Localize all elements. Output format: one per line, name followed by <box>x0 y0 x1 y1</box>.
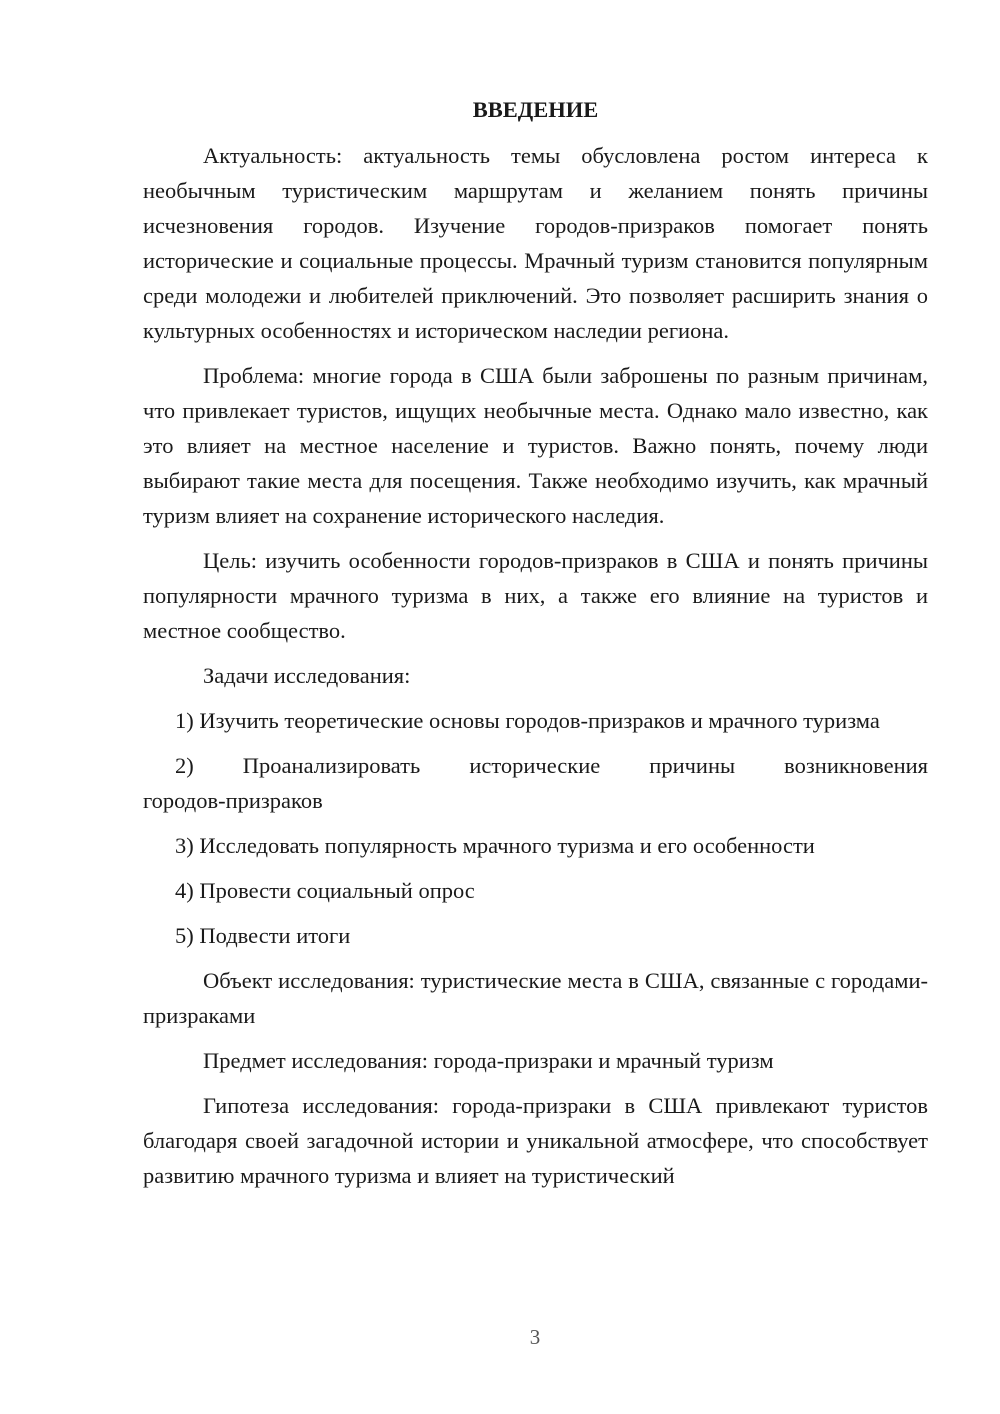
document-page <box>143 92 928 1203</box>
subject-paragraph: Предмет исследования: города-призраки и мрачный туризм <box>203 1048 774 1073</box>
section-heading: ВВЕДЕНИЕ <box>472 97 599 122</box>
task-item-3: 3) Исследовать популярность мрачного туризма и его особенности <box>175 833 815 858</box>
page-number: 3 <box>529 1325 541 1349</box>
task-item-1: 1) Изучить теоретические основы городов-призраков и мрачного туризма <box>175 708 880 733</box>
task-item-4: 4) Провести социальный опрос <box>175 878 475 903</box>
relevance-paragraph: Актуальность: актуальность темы обусловлена ростом интереса к необычным туристическим маршрутам и желанием понять причины исчезновения городов. Изучение городов-призраков помогает понять исторические и социальные процессы. Мрачный туризм становится популярным среди молодежи и любителей приключений. Это позволяет расширить знания о культурных особенностях и историческом наследии региона. <box>143 143 928 343</box>
tasks-intro: Задачи исследования: <box>203 663 411 688</box>
task-item-2: 2) Проанализировать исторические причины возникновения городов-призраков <box>143 753 928 813</box>
object-paragraph: Объект исследования: туристические места в США, связанные с городами-призраками <box>143 968 928 1028</box>
goal-paragraph: Цель: изучить особенности городов-призраков в США и понять причины популярности мрачного туризма в них, а также его влияние на туристов и местное сообщество. <box>143 548 928 643</box>
hypothesis-paragraph: Гипотеза исследования: города-призраки в США привлекают туристов благодаря своей загадочной истории и уникальной атмосфере, что способствует развитию мрачного туризма и влияет на туристический <box>143 1093 928 1188</box>
task-item-5: 5) Подвести итоги <box>175 923 351 948</box>
problem-paragraph: Проблема: многие города в США были заброшены по разным причинам, что привлекает туристов, ищущих необычные места. Однако мало известно, как это влияет на местное население и туристов. Важно понять, почему люди выбирают такие места для посещения. Также необходимо изучить, как мрачный туризм влияет на сохранение исторического наследия. <box>143 363 928 528</box>
